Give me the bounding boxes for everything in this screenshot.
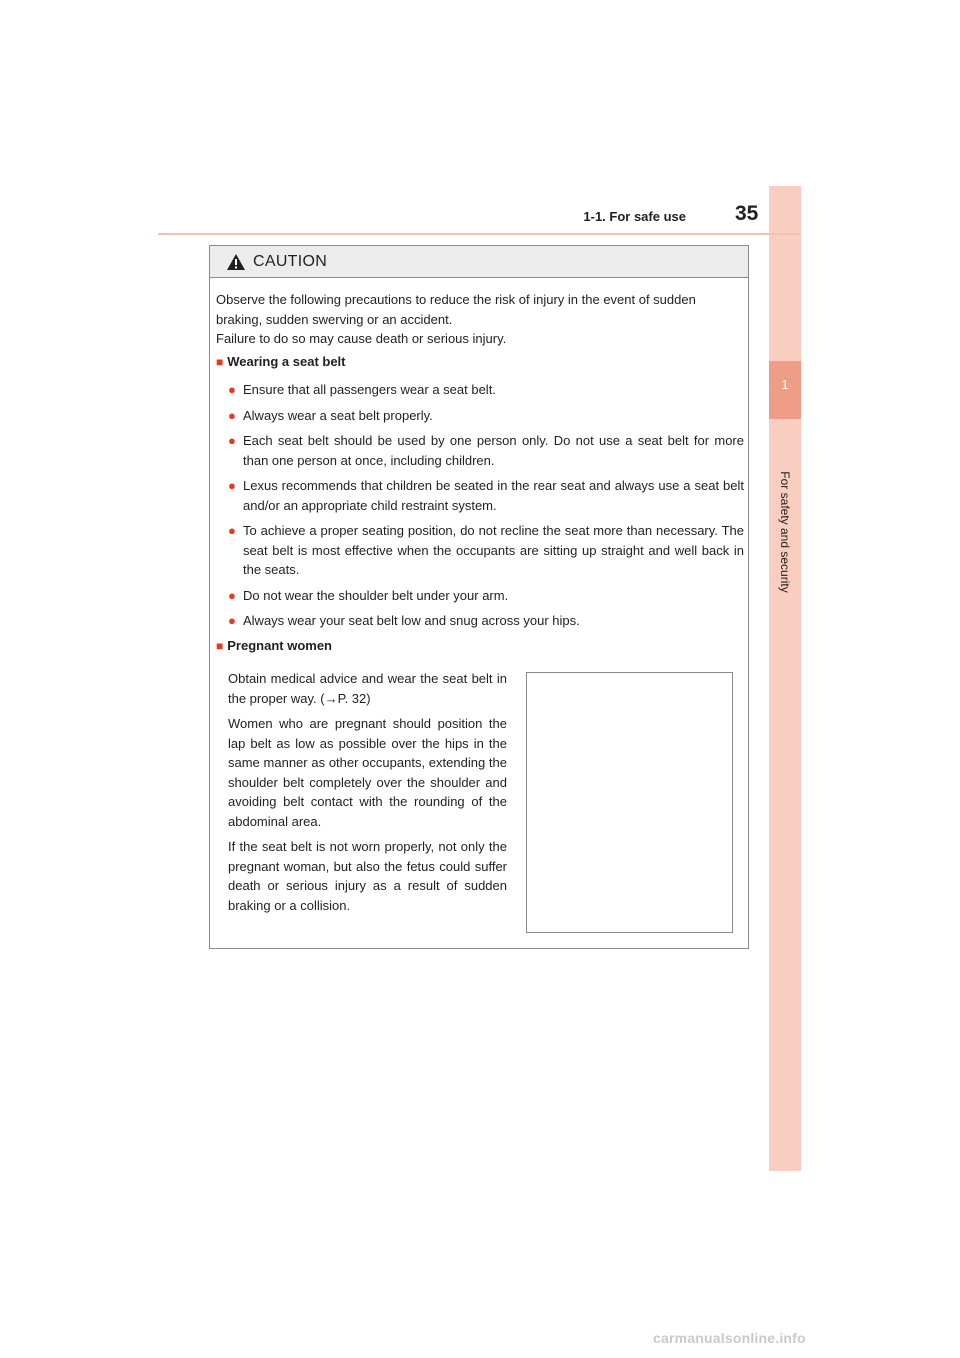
circle-bullet-icon: ● (228, 382, 236, 397)
chapter-side-tab (769, 186, 801, 1171)
caution-box (209, 245, 749, 949)
pregnant-paragraph-3: If the seat belt is not worn properly, not only the pregnant woman, but also the fetus could suffer death or serious injury as a result of sudden braking or a collision. (228, 839, 507, 913)
list-item: ● To achieve a proper seating position, do not recline the seat more than necessary. The seat belt is most effective when the occupants are sitting up straight and well back in the seats. (228, 523, 744, 577)
list-item: ● Always wear your seat belt low and snug across your hips. (228, 611, 744, 631)
circle-bullet-icon: ● (228, 613, 236, 628)
list-item: ● Always wear a seat belt properly. (228, 406, 744, 426)
watermark: carmanualsonline.info (653, 1330, 806, 1346)
list-item: ● Ensure that all passengers wear a seat belt. (228, 380, 744, 400)
section-title-seat-belt: Wearing a seat belt (227, 354, 346, 369)
seat-belt-bullets (228, 380, 744, 637)
illustration-placeholder (526, 672, 733, 933)
pregnant-paragraph-2: Women who are pregnant should position the lap belt as low as possible over the hips in the same manner as other occupants, extending the shoulder belt completely over the shoulder and avoiding belt contact with the rounding of the abdominal area. (228, 716, 507, 829)
circle-bullet-icon: ● (228, 433, 236, 448)
list-item: ● Do not wear the shoulder belt under your arm. (228, 586, 744, 606)
caution-header (210, 246, 748, 278)
chapter-number: 1 (781, 377, 789, 392)
circle-bullet-icon: ● (228, 587, 236, 603)
circle-bullet-icon: ● (228, 407, 236, 423)
list-item: ● Each seat belt should be used by one person only. Do not use a seat belt for more than one person at once, including children. (228, 433, 744, 468)
list-item: ● Lexus recommends that children be seated in the rear seat and always use a seat belt and/or an appropriate child restraint system. (228, 478, 744, 513)
chapter-title: For safety and security (778, 471, 792, 593)
section-head-pregnant (216, 638, 332, 653)
square-bullet-icon: ■ (216, 355, 224, 369)
circle-bullet-icon: ● (228, 478, 236, 493)
circle-bullet-icon: ● (228, 523, 236, 538)
header-rule (158, 233, 801, 235)
pregnant-text (228, 669, 507, 921)
intro-line-2: Failure to do so may cause death or serious injury. (216, 331, 507, 346)
section-head-seat-belt (216, 354, 346, 369)
pregnant-paragraph-1: Obtain medical advice and wear the seat belt in the proper way. (→P. 32) (228, 671, 507, 706)
section-title: 1-1. For safe use (583, 209, 686, 224)
square-bullet-icon: ■ (216, 639, 224, 653)
caution-intro (216, 290, 744, 349)
intro-line-1: Observe the following precautions to reduce the risk of injury in the event of sudden braking, sudden swerving or an accident. (216, 292, 696, 327)
caution-label: CAUTION (253, 252, 328, 270)
section-title-pregnant: Pregnant women (227, 638, 332, 653)
warning-triangle-icon (226, 253, 246, 271)
page-number: 35 (735, 202, 759, 225)
